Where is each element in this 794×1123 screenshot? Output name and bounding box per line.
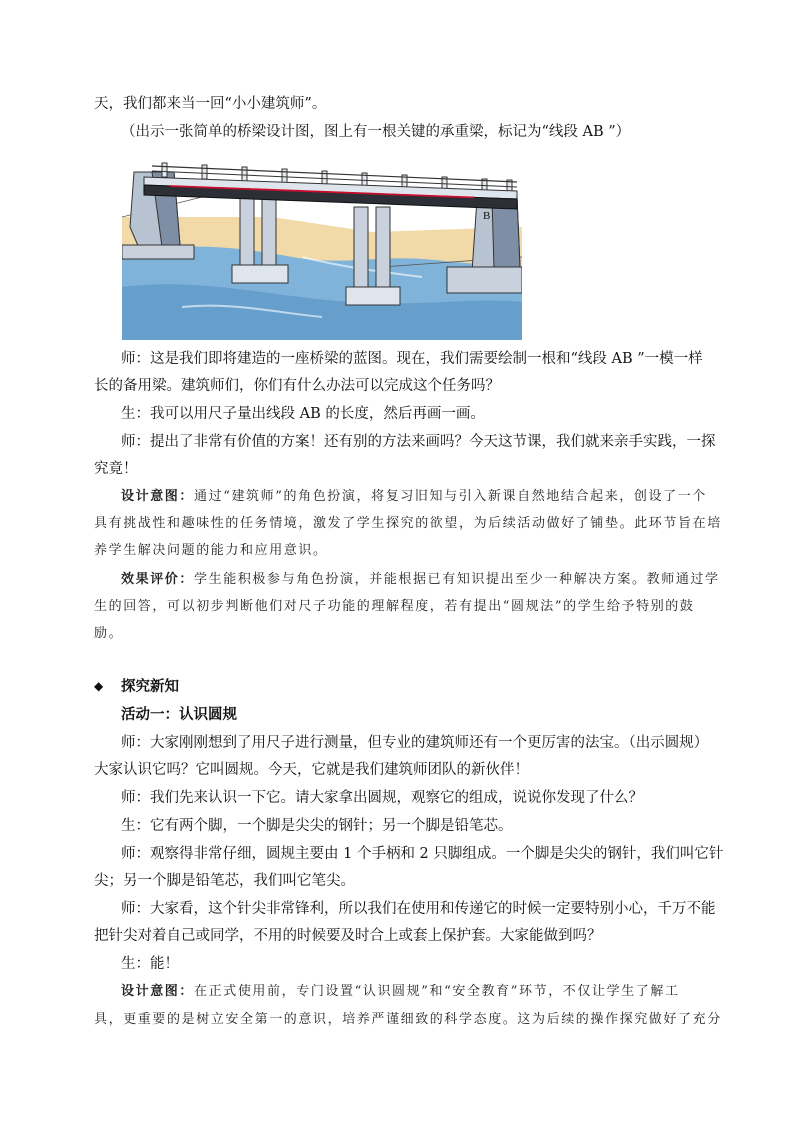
text-line: 天，我们都来当一回“小小建筑师”。 (94, 96, 327, 112)
text-line: 究竟！ (94, 461, 138, 477)
effect-evaluation: 效果评价：学生能积极参与角色扮演，并能根据已有知识提出至少一种解决方案。教师通过学 (121, 572, 720, 587)
text-line: 养学生解决问题的能力和应用意识。 (94, 543, 328, 558)
text-line: 长的备用梁。建筑师们，你们有什么办法可以完成这个任务吗？ (94, 378, 500, 394)
text-line: （出示一张简单的桥梁设计图，图上有一根关键的承重梁，标记为“线段 AB ”） (121, 124, 631, 140)
text-line: 生：它有两个脚，一个脚是尖尖的钢针；另一个脚是铅笔芯。 (121, 818, 513, 834)
text-line: 师：观察得非常仔细，圆规主要由 1 个手柄和 2 只脚组成。一个脚是尖尖的钢针，我们叫它针 (121, 846, 724, 862)
text-line: 生：能！ (121, 956, 179, 972)
text-line: 师：我们先来认识一下它。请大家拿出圆规，观察它的组成，说说你发现了什么？ (121, 790, 643, 806)
text-line: 具，更重要的是树立安全第一的意识，培养严谨细致的科学态度。这为后续的操作探究做好了充分 (94, 1012, 722, 1027)
diamond-bullet-icon: ◆ (94, 679, 104, 693)
text-line: 师：大家看，这个针尖非常锋利，所以我们在使用和传递它的时候一定要特别小心，千万不能 (121, 901, 716, 917)
bridge-illustration (122, 157, 522, 340)
text-line: 尖；另一个脚是铅笔芯，我们叫它笔尖。 (94, 873, 355, 889)
section-heading: 探究新知 (121, 678, 179, 695)
text-line: 励。 (94, 626, 124, 641)
text-line: 生的回答，可以初步判断他们对尺子功能的理解程度，若有提出“圆规法”的学生给予特别的鼓 (94, 599, 695, 614)
text-line: 具有挑战性和趣味性的任务情境，激发了学生探究的欲望，为后续活动做好了铺垫。此环节旨在培 (94, 516, 722, 531)
activity-heading: 活动一：认识圆规 (121, 706, 237, 723)
text-line: 师：提出了非常有价值的方案！还有别的方法来画吗？今天这节课，我们就来亲手实践，一探 (121, 434, 716, 450)
design-intent: 设计意图：在正式使用前，专门设置“认识圆规”和“安全教育”环节，不仅让学生了解工 (121, 984, 680, 999)
text-line: 把针尖对着自己或同学，不用的时候要及时合上或套上保护套。大家能做到吗？ (94, 928, 602, 944)
text-line: 师：大家刚刚想到了用尺子进行测量，但专业的建筑师还有一个更厉害的法宝。（出示圆规） (121, 735, 709, 751)
text-line: 大家认识它吗？它叫圆规。今天，它就是我们建筑师团队的新伙伴！ (94, 762, 529, 778)
point-b-label: B (483, 210, 491, 222)
text-line: 师：这是我们即将建造的一座桥梁的蓝图。现在，我们需要绘制一根和“线段 AB ”一模一样 (121, 351, 703, 367)
design-intent: 设计意图：通过“建筑师”的角色扮演，将复习旧知与引入新课自然地结合起来，创设了一个 (121, 489, 707, 504)
text-line: 生：我可以用尺子量出线段 AB 的长度，然后再画一画。 (121, 406, 485, 422)
